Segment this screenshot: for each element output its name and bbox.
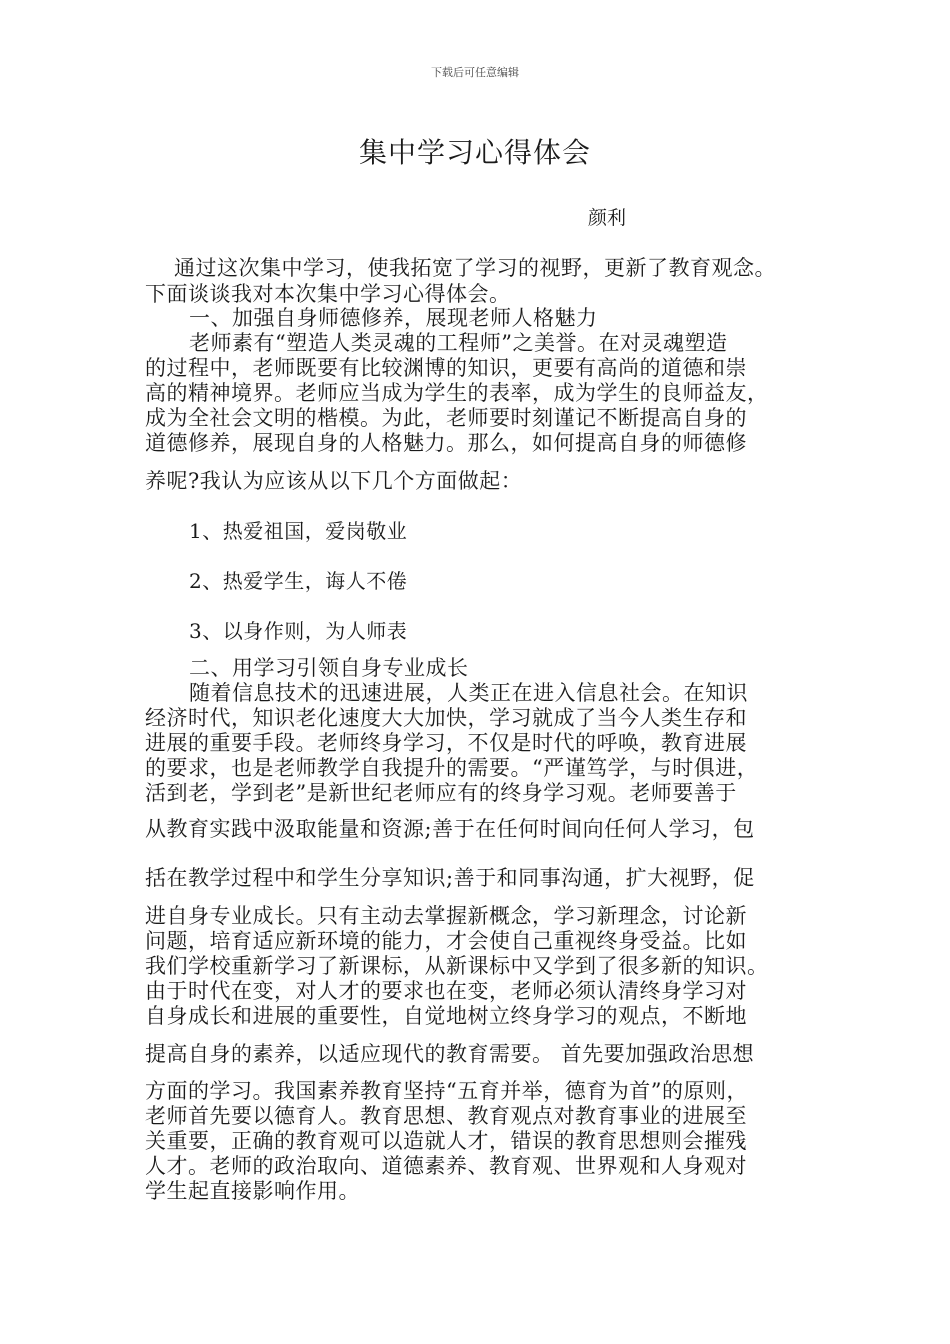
list-item: 2、热爱学生，诲人不倦 (189, 569, 408, 593)
paragraph-line: 问题，培育适应新环境的能力，才会使自己重视终身受益。比如 (145, 929, 747, 953)
paragraph-line: 提高自身的素养，以适应现代的教育需要。 首先要加强政治思想 (145, 1042, 755, 1066)
paragraph-line: 人才。老师的政治取向、道德素养、教育观、世界观和人身观对 (145, 1154, 747, 1178)
paragraph-line: 随着信息技术的迅速进展，人类正在进入信息社会。在知识 (189, 681, 748, 705)
page-header-note: 下载后可任意编辑 (431, 66, 519, 79)
paragraph-line: 的要求，也是老师教学自我提升的需要。“严谨笃学，与时俱进， (145, 756, 759, 780)
paragraph-line: 关重要，正确的教育观可以造就人才，错误的教育思想则会摧残 (145, 1129, 747, 1153)
paragraph-line: 进展的重要手段。老师终身学习，不仅是时代的呼唤，教育进展 (145, 731, 747, 755)
intro-line: 通过这次集中学习，使我拓宽了学习的视野，更新了教育观念。 (174, 256, 776, 280)
list-item: 3、以身作则，为人师表 (189, 619, 408, 643)
paragraph-line: 活到老，学到老”是新世纪老师应有的终身学习观。老师要善于 (145, 781, 737, 805)
intro-line: 下面谈谈我对本次集中学习心得体会。 (145, 282, 511, 306)
paragraph-line: 学生起直接影响作用。 (145, 1179, 360, 1203)
section-heading: 二、用学习引领自身专业成长 (189, 656, 469, 680)
paragraph-line: 方面的学习。我国素养教育坚持“五育并举，德育为首”的原则， (145, 1079, 748, 1103)
paragraph-line: 老师素有“塑造人类灵魂的工程师”之美誉。在对灵魂塑造 (189, 331, 728, 355)
paragraph-line: 自身成长和进展的重要性，自觉地树立终身学习的观点，不断地 (145, 1004, 747, 1028)
paragraph-line: 道德修养，展现自身的人格魅力。那么，如何提高自身的师德修 (145, 431, 747, 455)
paragraph-line: 由于时代在变，对人才的要求也在变，老师必须认清终身学习对 (145, 979, 747, 1003)
paragraph-line: 我们学校重新学习了新课标，从新课标中又学到了很多新的知识。 (145, 954, 769, 978)
paragraph-line: 养呢?我认为应该从以下几个方面做起： (145, 469, 523, 493)
paragraph-line: 进自身专业成长。只有主动去掌握新概念，学习新理念，讨论新 (145, 904, 747, 928)
paragraph-line: 老师首先要以德育人。教育思想、教育观点对教育事业的进展至 (145, 1104, 747, 1128)
section-heading: 一、加强自身师德修养，展现老师人格魅力 (189, 306, 598, 330)
author-name: 颜利 (588, 207, 627, 229)
paragraph-line: 的过程中，老师既要有比较渊博的知识，更要有高尚的道德和崇 (145, 356, 747, 380)
list-item: 1、热爱祖国，爱岗敬业 (189, 519, 408, 543)
paragraph-line: 括在教学过程中和学生分享知识;善于和同事沟通，扩大视野，促 (145, 866, 755, 890)
paragraph-line: 从教育实践中汲取能量和资源;善于在任何时间向任何人学习，包 (145, 817, 755, 841)
paragraph-line: 经济时代，知识老化速度大大加快，学习就成了当今人类生存和 (145, 706, 747, 730)
paragraph-line: 高的精神境界。老师应当成为学生的表率，成为学生的良师益友， (145, 381, 769, 405)
paragraph-line: 成为全社会文明的楷模。为此，老师要时刻谨记不断提高自身的 (145, 406, 747, 430)
page-title: 集中学习心得体会 (358, 136, 591, 169)
